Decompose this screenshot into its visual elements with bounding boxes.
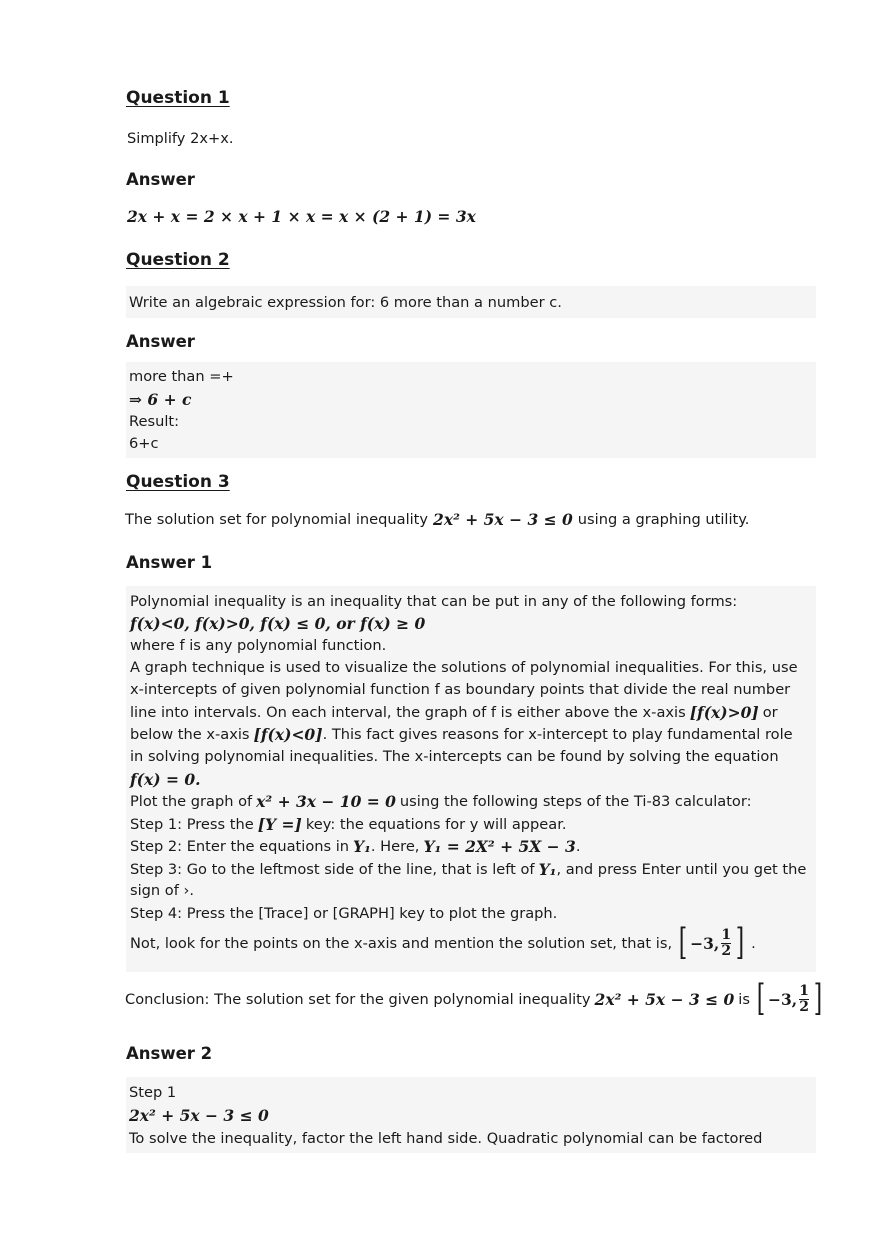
- line-text: .: [751, 934, 756, 952]
- left-bracket: [: [756, 978, 766, 1019]
- answer-1-line: Polynomial inequality is an inequality that can be put in any of the following forms:: [130, 593, 738, 610]
- answer-1-line: [130, 703, 778, 722]
- line-text: . Here,: [370, 838, 420, 855]
- answer-1-heading: Answer 1: [126, 553, 213, 572]
- conclusion-text: Conclusion: The solution set for the given polynomial inequality: [125, 990, 591, 1008]
- fraction-numerator: 1: [721, 926, 732, 943]
- left-bracket: [: [678, 922, 688, 963]
- answer-1-line: [130, 815, 567, 834]
- fraction-denominator: 2: [721, 942, 732, 959]
- question-2-heading: Question 2: [126, 250, 230, 270]
- inline-math: Y₁: [538, 860, 557, 879]
- answer-line: Result:: [129, 413, 180, 430]
- answer-1-line: x-intercepts of given polynomial function f as boundary points that divide the real number: [130, 681, 791, 698]
- inline-math: x² + 3x − 10 = 0: [256, 792, 396, 811]
- answer-1-line: A graph technique is used to visualize the solutions of polynomial inequalities. For this, use: [130, 659, 798, 676]
- answer-line: 6+c: [129, 435, 159, 452]
- prompt-text: using a graphing utility.: [577, 511, 750, 528]
- inline-math: [f(x)<0]: [253, 725, 323, 744]
- inline-math: [f(x)>0]: [689, 703, 759, 722]
- answer-1-line: Step 4: Press the [Trace] or [GRAPH] key to plot the graph.: [130, 905, 558, 922]
- conclusion-inequality: 2x² + 5x − 3 ≤ 0: [594, 989, 735, 1009]
- line-text: .: [575, 838, 581, 855]
- answer-1-equation: 2x + x = 2 × x + 1 × x = x × (2 + 1) = 3x: [127, 207, 476, 226]
- right-bracket: ]: [813, 978, 823, 1019]
- answer-line: more than =+: [129, 368, 234, 385]
- line-text: , and press Enter until you get the: [556, 861, 807, 878]
- question-2-prompt: Write an algebraic expression for: 6 more than a number c.: [129, 294, 562, 311]
- line-text: Step 3: Go to the leftmost side of the line, that is left of: [130, 861, 535, 878]
- line-text: Not, look for the points on the x-axis and mention the solution set, that is,: [130, 934, 673, 952]
- prompt-text: The solution set for polynomial inequality: [125, 511, 429, 528]
- answer-1-line: [130, 860, 806, 879]
- interval-left: −3,: [690, 933, 720, 953]
- answer-1-line: f(x)<0, f(x)>0, f(x) ≤ 0, or f(x) ≥ 0: [130, 614, 426, 633]
- prompt-inequality: 2x² + 5x − 3 ≤ 0: [433, 510, 573, 529]
- question-3-prompt: [125, 510, 749, 529]
- solution-interval: [754, 978, 825, 1019]
- fraction-denominator: 2: [799, 998, 809, 1015]
- answer-2-line: Step 1: [129, 1084, 177, 1101]
- answer-heading: Answer: [126, 332, 195, 351]
- interval-left: −3,: [768, 989, 798, 1009]
- answer-1-line: where f is any polynomial function.: [130, 637, 387, 654]
- answer-heading: Answer: [126, 170, 195, 189]
- question-1-prompt: Simplify 2x+x.: [127, 130, 234, 147]
- question-3-heading: Question 3: [126, 472, 230, 492]
- line-text: key: the equations for y will appear.: [305, 816, 567, 833]
- line-text: line into intervals. On each interval, the graph of f is either above the x-axis: [130, 704, 686, 721]
- inline-math: Y₁: [353, 837, 371, 856]
- question-1-heading: Question 1: [126, 88, 230, 108]
- answer-1-line: f(x) = 0.: [130, 770, 201, 789]
- solution-interval: [676, 922, 747, 963]
- answer-1-line: sign of ›.: [130, 882, 194, 899]
- fraction-numerator: 1: [799, 982, 809, 999]
- line-text: Plot the graph of: [130, 793, 253, 810]
- answer-2-line: To solve the inequality, factor the left hand side. Quadratic polynomial can be factored: [129, 1130, 763, 1147]
- inline-math: Y₁ = 2X² + 5X − 3: [423, 837, 576, 856]
- fraction: [721, 928, 731, 959]
- answer-1-line: [130, 792, 752, 811]
- line-text: below the x-axis: [130, 726, 250, 743]
- inline-math: [Y =]: [257, 815, 302, 834]
- answer-2-line: 2x² + 5x − 3 ≤ 0: [129, 1106, 269, 1125]
- right-bracket: ]: [735, 922, 745, 963]
- answer-line: ⇒ 6 + c: [129, 390, 192, 409]
- answer-1-line: [130, 837, 580, 856]
- answer-1-line: [130, 725, 793, 744]
- fraction: [799, 984, 809, 1015]
- line-text: or: [762, 704, 778, 721]
- line-text: using the following steps of the Ti-83 calculator:: [399, 793, 752, 810]
- answer-2-heading: Answer 2: [126, 1044, 213, 1063]
- line-text: . This fact gives reasons for x-intercept to play fundamental role: [322, 726, 793, 743]
- answer-1-line: in solving polynomial inequalities. The x-intercepts can be found by solving the equation: [130, 748, 779, 765]
- line-text: Step 1: Press the: [130, 816, 254, 833]
- line-text: Step 2: Enter the equations in: [130, 838, 350, 855]
- answer-1-line: [130, 922, 756, 963]
- conclusion-text: is: [738, 990, 750, 1008]
- conclusion: [125, 978, 825, 1019]
